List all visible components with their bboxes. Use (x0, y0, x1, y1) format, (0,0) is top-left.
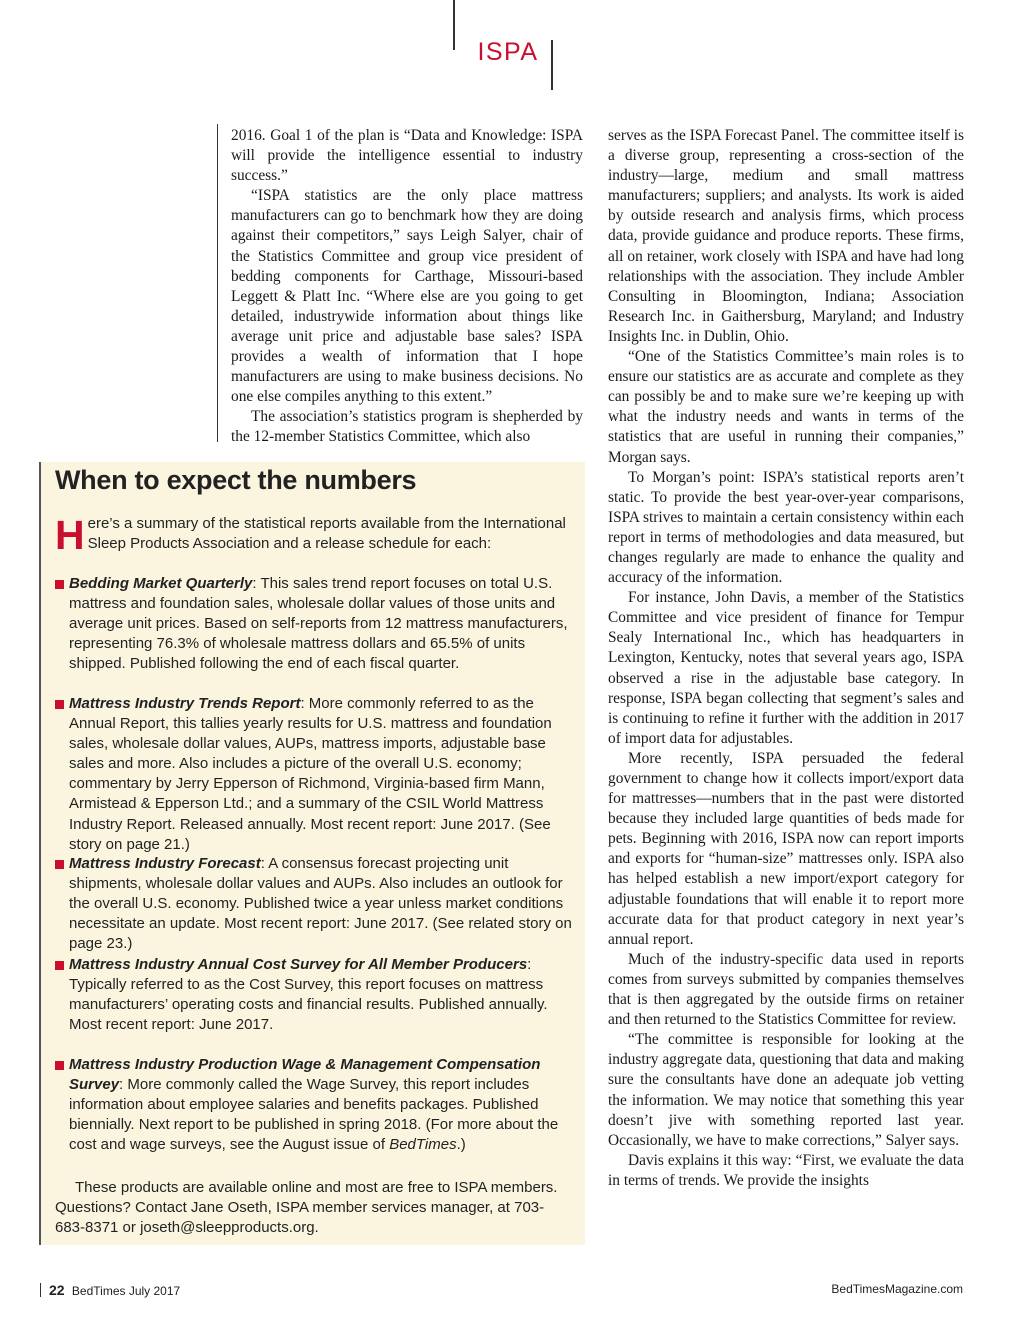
report-colon: : (119, 1076, 124, 1094)
footer-website: BedTimesMagazine.com (831, 1282, 963, 1296)
report-colon: : (527, 956, 532, 973)
drop-cap: H (55, 512, 85, 558)
report-description: This sales trend report focuses on total U.S. mattress and foundation sales, wholesale dollar values of those units and average unit prices. Based on self-reports from 12 mattress manufacturers, representing 76.3% of wholesale mattress dollars and 65.5% of units shipped. Published following the end of each fiscal quarter. (69, 575, 568, 673)
article-paragraph: “The committee is responsible for looking at the industry aggregate data, questioning that data and making sure the consultants have done an adequate job vetting the information. We may notice that something this year doesn’t jive with something reported last year. Occasionally, we have to make corrections,” Salyer says. (608, 1031, 964, 1149)
report-name: Mattress Industry Trends Report (69, 695, 301, 712)
sidebar-closing: These products are available online and most are free to ISPA members. Questions? Contact Jane Oseth, ISPA member services manager, at 703-683-8371 or joseth@sleepproducts.org. (55, 1179, 558, 1237)
article-column-2 (608, 126, 964, 1191)
page-number: 22 (49, 1282, 65, 1298)
article-paragraph: “ISPA statistics are the only place mattress manufacturers can go to benchmark how they are doing against their competitors,” says Leigh Salyer, chair of the Statistics Committee and group vice president of bedding components for Carthage, Missouri-based Leggett & Platt Inc. “Where else are you going to get detailed, industrywide information about things like average unit price and adjustable base sales? ISPA provides a wealth of information that I hope manufacturers are using to make business decisions. No one else compiles anything to this extent.” (231, 187, 583, 406)
report-name: Bedding Market Quarterly (69, 575, 253, 592)
article-paragraph: “One of the Statistics Committee’s main roles is to ensure our statistics are as accurate and complete as they can possibly be and to make sure we’re keeping up with what the industry needs and wants in terms of the statistics that are useful in running their companies,” Morgan says. (608, 348, 964, 466)
publication-name: BedTimes (389, 1136, 457, 1154)
article-paragraph: Much of the industry-specific data used in reports comes from surveys submitted by companies themselves that is then aggregated by the outside firms on retainer and then returned to the Statistics Committee for review. (608, 950, 964, 1029)
article-paragraph: To Morgan’s point: ISPA’s statistical reports aren’t static. To provide the best year-over-year comparisons, ISPA strives to maintain a certain consistency within each report in terms of methodologies and data measured, but changes regularly are made to enhance the quality and accuracy of the information. (608, 468, 964, 587)
report-colon: : (260, 855, 265, 872)
article-paragraph: The association’s statistics program is shepherded by the 12-member Statistics Committee, which also (231, 408, 583, 446)
report-colon: : (252, 575, 257, 592)
section-title: ISPA (477, 38, 539, 66)
header-rule-right (551, 40, 553, 90)
report-colon: : (300, 695, 305, 712)
report-item-cost-survey (55, 955, 581, 1035)
report-item-wage-survey (55, 1055, 581, 1155)
article-paragraph: Davis explains it this way: “First, we evaluate the data in terms of trends. We provide the insights (608, 1151, 964, 1189)
article-paragraph: 2016. Goal 1 of the plan is “Data and Knowledge: ISPA will provide the intelligence essential to industry success.” (231, 127, 583, 185)
bullet-square-icon (55, 1061, 64, 1070)
bullet-square-icon (55, 860, 64, 869)
report-name: Mattress Industry Production Wage & Management Compensation Survey (69, 1056, 541, 1094)
article-paragraph: For instance, John Davis, a member of the Statistics Committee and vice president of finance for Tempur Sealy International Inc., which has headquarters in Lexington, Kentucky, notes that several years ago, ISPA observed a rise in the adjustable base category. In response, ISPA began collecting that segment’s sales and is continuing to refine it further with the addition in 2017 of import data for adjustables. (608, 589, 964, 747)
report-description: More commonly called the Wage Survey, this report includes information about employee salaries and benefits packages. Published biennially. Next report to be published in spring 2018. (For more about the cost and wage surveys, see the August issue of (69, 1076, 559, 1154)
article-paragraph: serves as the ISPA Forecast Panel. The committee itself is a diverse group, representing a cross-section of the industry—large, medium and small mattress manufacturers; suppliers; and analysts. Its work is aided by outside research and analysis firms, which process data, provide guidance and produce reports. These firms, all on retainer, work closely with ISPA and have had long relationships with the association. They include Ambler Consulting in Bloomington, Indiana; Association Research Inc. in Gaithersburg, Maryland; and Industry Insights Inc. in Dublin, Ohio. (608, 127, 964, 345)
article-column-1 (231, 126, 583, 448)
report-item-forecast (55, 854, 581, 954)
sidebar-intro (55, 512, 577, 558)
article-paragraph: More recently, ISPA persuaded the federal government to change how it collects import/export data for mattresses—numbers that in the past were distorted because they included large quantities of beds made for pets. Beginning with 2016, ISPA now can report imports and exports for “human-size” mattresses only. ISPA also has helped establish a new import/export category for adjustable foundations that will enable it to report more accurate data for that product category in next year’s annual report. (608, 749, 964, 948)
header-rule-left (453, 0, 455, 50)
report-item-bedding-market-quarterly (55, 574, 581, 674)
report-item-trends-report (55, 694, 581, 855)
footer-folio (49, 1282, 180, 1298)
sidebar-intro-text: ere’s a summary of the statistical reports available from the International Sleep Products Association and a release schedule for each: (87, 515, 566, 553)
report-description: Typically referred to as the Cost Survey, this report focuses on mattress manufacturers’ operating costs and financial results. Published annually. Most recent report: June 2017. (69, 976, 548, 1034)
report-description: A consensus forecast projecting unit shipments, wholesale dollar values and AUPs. Also includes an outlook for the overall U.S. economy. Published twice a year unless market conditions necessitate an update. Most recent report: June 2017. (See related story on page 23.) (69, 855, 572, 953)
report-name: Mattress Industry Annual Cost Survey for All Member Producers (69, 956, 528, 973)
bullet-square-icon (55, 700, 64, 709)
report-name: Mattress Industry Forecast (69, 855, 261, 872)
column-rule (217, 124, 218, 442)
report-description: More commonly referred to as the Annual Report, this tallies yearly results for U.S. mattress and foundation sales, wholesale dollar values, AUPs, mattress imports, adjustable base sales and more. Also includes a picture of the overall U.S. economy; commentary by Jerry Epperson of Richmond, Virginia-based firm Mann, Armistead & Epperson Ltd.; and a summary of the CSIL World Mattress Industry Report. Released annually. Most recent report: June 2017. (See story on page 21.) (69, 695, 552, 853)
bullet-square-icon (55, 961, 64, 970)
sidebar-title: When to expect the numbers (55, 465, 417, 495)
report-description-end: .) (456, 1136, 466, 1154)
publication-issue: BedTimes July 2017 (71, 1284, 181, 1298)
footer-rule (40, 1283, 41, 1297)
sidebar-box (39, 462, 585, 1245)
bullet-square-icon (55, 580, 64, 589)
